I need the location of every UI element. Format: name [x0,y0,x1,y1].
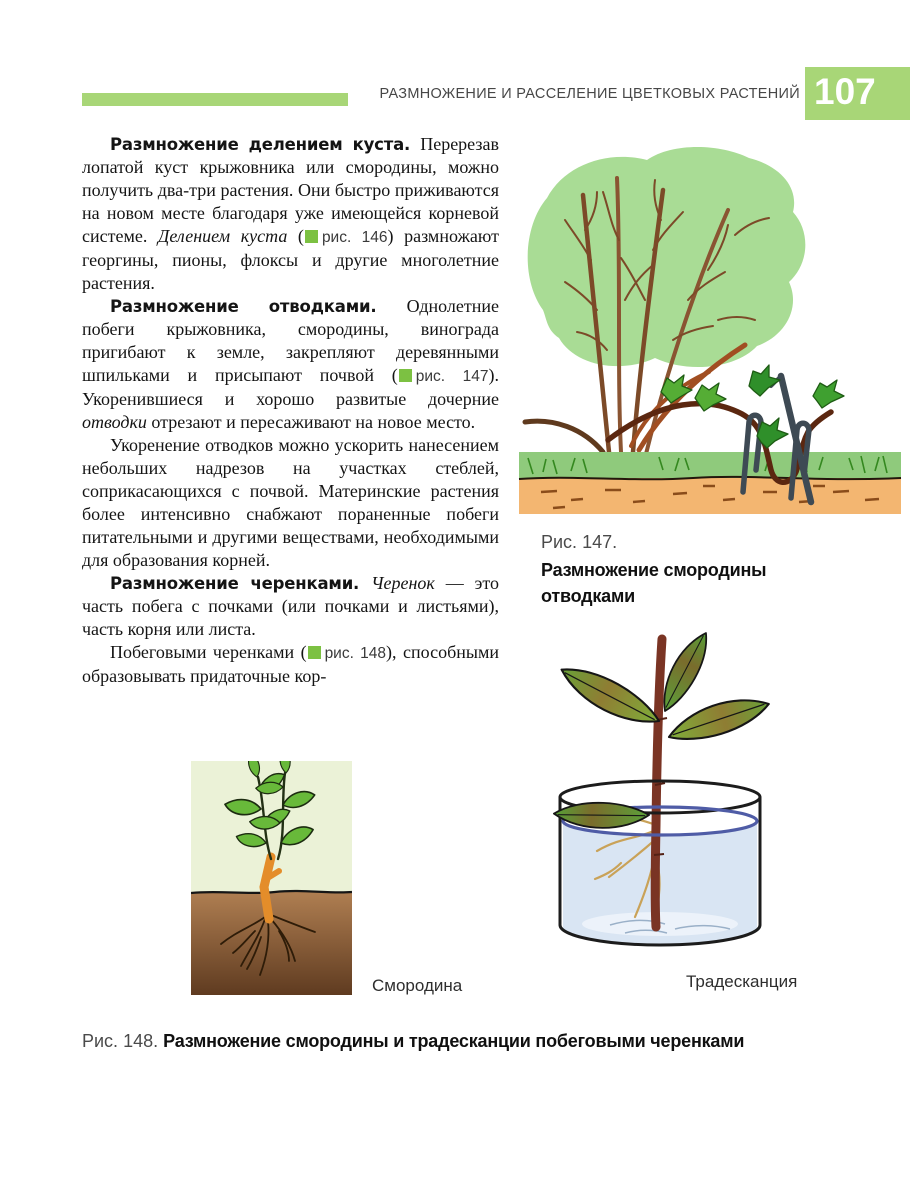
article [82,133,499,688]
body-text: Побеговыми черенками ( [110,642,307,662]
body-text: Делением куста [157,226,288,246]
inline-heading: Размножение делением куста. [110,135,421,154]
inline-heading: Размножение черенками. [110,574,372,593]
figure-ref-square-icon [305,230,318,243]
paragraph [82,434,499,572]
body-text: отрезают и пересаживают на новое место. [146,412,476,432]
paragraph [82,295,499,434]
body-text: ( [287,226,304,246]
fig148-caption-label: Рис. 148. [82,1031,159,1051]
label-tradescantia: Традесканция [686,972,798,991]
paragraph [82,641,499,688]
body-text: отводки [82,412,147,432]
soil-band [519,478,901,514]
fig148-currant-cutting-illustration [191,761,352,995]
fig147-currant-layering-illustration [513,140,907,514]
body-text: Черенок [371,573,435,593]
fig148-tradescantia-cutting-illustration [525,625,795,960]
body-text: ) размножают георгины, пионы, флоксы и другие многолетние растения. [82,226,500,293]
grass-band [519,452,901,479]
canopy-shape [528,147,806,367]
body-text: ). Укоренившиеся и хорошо развитые дочерние [82,365,499,409]
body-text: Однолетние побеги крыжовника, смородины, винограда пригибают к земле, закрепляют деревянными шпильками и присыпают почвой ( [82,296,499,385]
label-smorodina: Смородина [372,976,463,995]
figure-reference: рис. 147 [398,368,489,385]
body-text: ), способными образовывать придаточные кор- [82,642,499,686]
page-number: 107 [814,71,876,112]
body-text: — это часть побега с почками (или почками и листьями), часть корня или листа. [82,573,499,639]
paragraph [82,572,499,641]
fig147-caption-label: Рис. 147. [541,532,618,552]
body-text: Укоренение отводков можно ускорить нанесением небольших надрезов на участках стеблей, соприкасающихся с почвой. Материнские растения более интенсивно снабжают пораненные побеги питательными и другими веществами, необходимыми для образования корней. [82,435,499,570]
inline-heading: Размножение отводками. [110,297,407,316]
running-header-title: РАЗМНОЖЕНИЕ И РАССЕЛЕНИЕ ЦВЕТКОВЫХ РАСТЕНИЙ [379,86,800,102]
soil-line [191,891,352,893]
fig147-caption [541,530,781,610]
page-number-box [805,67,910,120]
fig147-caption-title: Размножение смородины отводками [541,560,767,606]
body-text: Перерезав лопатой куст крыжовника или смородины, можно получить два-три растения. Они быстро приживаются на новом месте благодаря уже имеющейся корневой системе. [82,134,499,246]
figure-reference: рис. 146 [304,229,388,246]
fig148-caption [82,1031,842,1052]
figure-ref-square-icon [308,646,321,659]
paragraph [82,133,499,295]
figure-ref-square-icon [399,369,412,382]
fig148-caption-title: Размножение смородины и традесканции побеговыми черенками [163,1031,745,1051]
figure-reference: рис. 148 [307,645,386,662]
